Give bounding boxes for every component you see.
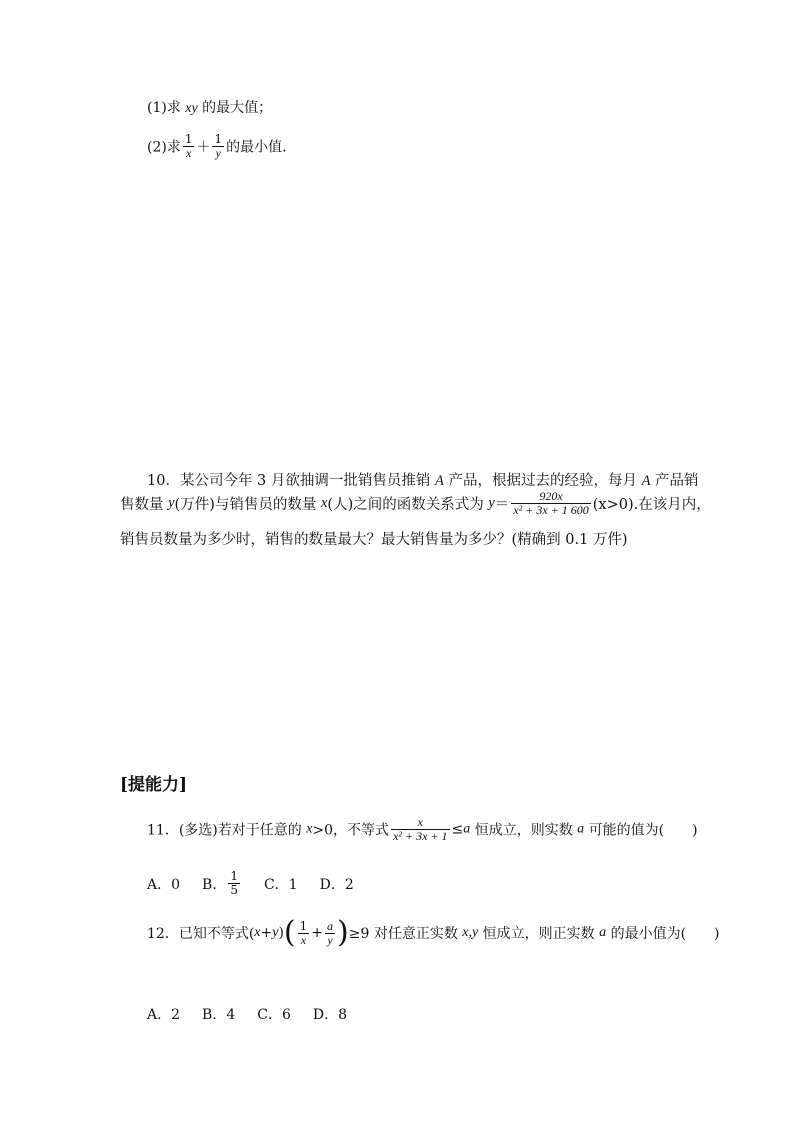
q11-stem <box>147 816 698 843</box>
q9-frac2-den: y <box>215 146 221 160</box>
q12-text4: 恒成立，则正实数 <box>478 926 600 942</box>
q12-options <box>147 1004 369 1024</box>
q12-text5: 的最小值为( ) <box>606 926 720 942</box>
q12-f1-num: 1 <box>299 918 308 933</box>
q11-text2: >0，不等式 <box>312 822 390 839</box>
q11-option-b-den: 5 <box>230 883 238 897</box>
q11-a: a <box>463 821 471 837</box>
q9-frac2-num: 1 <box>214 132 223 146</box>
q12-a: a <box>599 925 607 940</box>
q11-frac-num: x <box>391 816 449 830</box>
q12-text3: ≥9 对任意正实数 <box>348 926 463 942</box>
q11-option-b-label: B． <box>202 876 227 893</box>
q9-part2-suffix: 的最小值． <box>226 139 297 156</box>
q9-frac1-den: x <box>186 146 192 160</box>
q9-part1-var: xy <box>185 101 198 116</box>
q10-l2-y: y <box>168 495 175 511</box>
q11-fraction <box>391 816 449 843</box>
q10-l2-y2: y <box>488 495 495 511</box>
q10-text2: 产品，根据过去的经验，每月 <box>443 473 642 489</box>
q10-l2-cond: (x>0).在该月内， <box>592 497 711 513</box>
q12-plus2: + <box>311 925 324 941</box>
q12-plus: + <box>260 925 273 941</box>
q10-A2: A <box>641 473 651 489</box>
q9-fraction-2 <box>212 133 224 160</box>
q11-text3: ≤ <box>451 821 464 838</box>
q12-f2-den: y <box>327 932 333 947</box>
q9-part2 <box>147 133 296 160</box>
q12-stem <box>147 915 720 950</box>
q12-text2: ) <box>278 925 284 941</box>
q10-frac-num: 920x <box>511 490 590 504</box>
q12-option-d[interactable]: D．8 <box>312 1007 347 1023</box>
q12-right-paren: ) <box>337 915 349 950</box>
q11-option-d[interactable]: D．2 <box>319 876 354 893</box>
q9-fraction-1 <box>183 133 195 160</box>
q12-left-paren: ( <box>283 915 296 950</box>
q10-l2-text3: (人)之间的函数关系式为 <box>327 497 489 513</box>
q10-fraction <box>511 490 590 517</box>
q12-f1-den: x <box>300 932 307 947</box>
q11-text1: 11．(多选)若对于任意的 <box>147 822 307 839</box>
q10-text1: 10．某公司今年 3 月欲抽调一批销售员推销 <box>147 473 436 489</box>
q11-frac-den: x² + 3x + 1 <box>393 829 448 843</box>
q9-part1-prefix: (1)求 <box>147 100 186 116</box>
q11-option-b[interactable] <box>202 869 242 897</box>
q10-line2 <box>120 490 711 517</box>
q12-fraction-1 <box>298 920 310 947</box>
q10-l2-eq: ＝ <box>494 497 510 513</box>
q10-text3: 产品销 <box>650 473 699 489</box>
q10-line1 <box>147 469 699 490</box>
q11-option-b-num: 1 <box>230 869 238 883</box>
q10-l2-text1: 售数量 <box>120 497 169 513</box>
q11-text4: 恒成立，则实数 <box>470 822 578 839</box>
q9-part1 <box>147 97 272 117</box>
q9-frac1-num: 1 <box>184 132 193 146</box>
q11-x: x <box>306 821 313 837</box>
q11-option-b-fraction <box>228 870 240 897</box>
q12-option-a[interactable]: A．2 <box>147 1007 181 1023</box>
q12-option-c[interactable]: C．6 <box>257 1007 291 1023</box>
q12-xy: x,y <box>462 925 479 940</box>
q9-part1-suffix: 的最大值； <box>197 100 273 116</box>
q12-f2-num: a <box>327 918 334 933</box>
q11-option-c[interactable]: C．1 <box>263 876 298 893</box>
q11-option-a[interactable]: A．0 <box>147 876 181 893</box>
q10-frac-den: x² + 3x + 1 600 <box>513 503 589 517</box>
q9-plus: ＋ <box>196 139 211 156</box>
q11-text5: 可能的值为( ) <box>584 822 698 839</box>
q10-line3: 销售员数量为多少时，销售的数量最大？最大销售量为多少？(精确到 0.1 万件) <box>120 532 628 548</box>
q12-option-b[interactable]: B．4 <box>202 1007 236 1023</box>
section-heading: [提能力] <box>120 775 188 795</box>
q12-y: y <box>272 925 279 940</box>
q11-a2: a <box>577 821 585 837</box>
q10-A1: A <box>435 473 444 489</box>
q10-l2-text2: (万件)与销售员的数量 <box>174 497 321 513</box>
q12-fraction-2 <box>325 920 335 947</box>
q11-options <box>147 870 376 897</box>
q9-part2-prefix: (2)求 <box>147 139 181 156</box>
q12-text1: 12．已知不等式( <box>147 926 255 942</box>
q10-l2-x: x <box>320 495 328 511</box>
q12-x: x <box>254 925 261 940</box>
